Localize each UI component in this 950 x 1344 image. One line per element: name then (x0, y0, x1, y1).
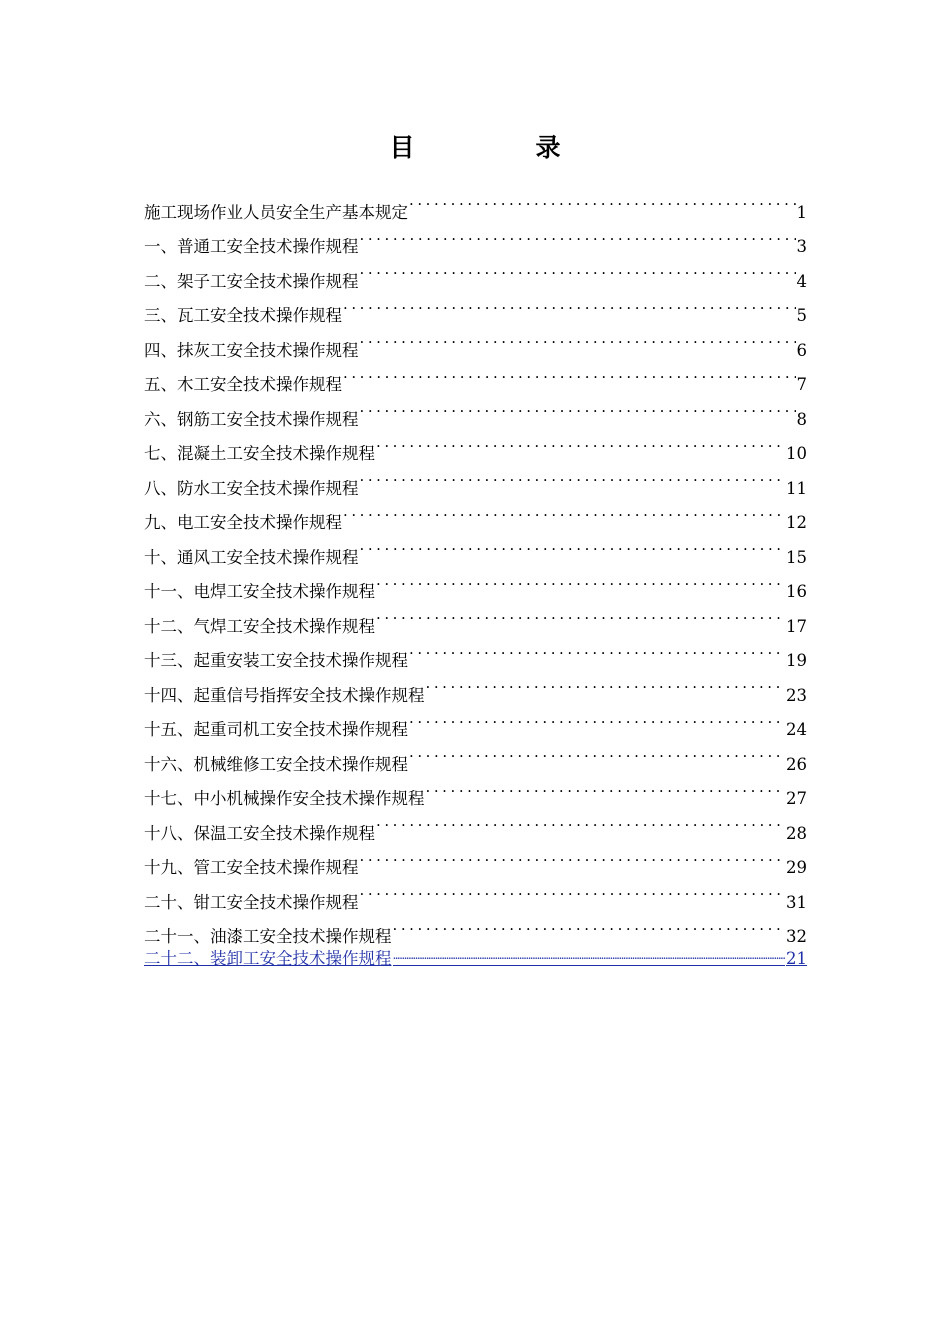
toc-entry-title: 十七、中小机械操作安全技术操作规程 (144, 789, 425, 808)
toc-page-number: 26 (786, 754, 807, 774)
toc-page-number: 1 (796, 202, 807, 222)
toc-entry-title: 六、钢筋工安全技术操作规程 (144, 409, 359, 429)
toc-entry-title: 十三、起重安装工安全技术操作规程 (144, 651, 408, 670)
toc-dot-leader (360, 459, 786, 494)
toc-entry-title: 十二、气焊工安全技术操作规程 (144, 616, 375, 636)
toc-page-number: 21 (786, 949, 807, 968)
toc-entry-title: 二十、钳工安全技术操作规程 (144, 892, 359, 912)
toc-dot-leader (360, 528, 786, 563)
toc-dot-leader (343, 356, 796, 391)
toc-entry-title: 十四、起重信号指挥安全技术操作规程 (144, 685, 425, 705)
toc-page-number: 23 (786, 685, 807, 705)
toc-page-number: 27 (786, 789, 807, 808)
toc-page-number: 10 (786, 444, 807, 463)
toc-dot-leader (409, 183, 796, 218)
toc-entry-title: 九、电工安全技术操作规程 (144, 513, 342, 532)
toc-page-number: 28 (786, 823, 807, 843)
toc-entry-title: 三、瓦工安全技术操作规程 (144, 306, 342, 325)
toc-dot-leader (393, 908, 786, 943)
toc-page-number: 12 (786, 513, 807, 532)
toc-entry-title: 二十二、装卸工安全技术操作规程 (144, 949, 392, 968)
toc-dot-leader (360, 839, 786, 874)
toc-entry-title: 七、混凝土工安全技术操作规程 (144, 444, 375, 463)
toc-dot-leader (343, 494, 785, 529)
toc-entry-title: 十、通风工安全技术操作规程 (144, 547, 359, 567)
toc-dot-leader (360, 390, 796, 425)
toc-dot-leader (376, 425, 785, 460)
toc-entry-title: 十一、电焊工安全技术操作规程 (144, 582, 375, 601)
toc-dot-leader (409, 701, 785, 736)
toc-entry-title: 十九、管工安全技术操作规程 (144, 858, 359, 877)
toc-entry-title: 施工现场作业人员安全生产基本规定 (144, 202, 408, 222)
toc-page-number: 11 (786, 478, 807, 498)
toc-page-number: 7 (796, 375, 807, 394)
toc-dot-leader (376, 597, 785, 632)
toc-page-number: 24 (786, 720, 807, 739)
toc-entry-title: 二、架子工安全技术操作规程 (144, 271, 359, 291)
toc-dot-leader (376, 804, 785, 839)
toc-dot-leader (343, 287, 796, 322)
toc-dot-leader (360, 873, 786, 908)
toc-dot-leader (426, 666, 786, 701)
toc-page-number: 4 (796, 271, 807, 291)
toc-title: 目 录 (389, 133, 609, 162)
toc-entry-title: 五、木工安全技术操作规程 (144, 375, 342, 394)
toc-dot-leader (360, 321, 796, 356)
toc-entry-title: 八、防水工安全技术操作规程 (144, 478, 359, 498)
toc-page-number: 3 (796, 237, 807, 256)
toc-dot-leader (409, 632, 785, 667)
toc-dot-leader (376, 563, 785, 598)
toc-page-number: 32 (786, 927, 807, 946)
toc-entry-title: 二十一、油漆工安全技术操作规程 (144, 927, 392, 946)
toc-dot-leader (360, 218, 796, 253)
toc-page-number: 6 (796, 340, 807, 360)
toc-dot-leader (426, 770, 786, 805)
toc-page-number: 29 (786, 858, 807, 877)
toc-page-number: 19 (786, 651, 807, 670)
toc-page-number: 17 (786, 616, 807, 636)
toc-dot-leader (409, 735, 785, 770)
toc-page-number: 8 (796, 409, 807, 429)
toc-page-number: 5 (796, 306, 807, 325)
toc-dot-leader (393, 945, 786, 966)
toc-entry-title: 十五、起重司机工安全技术操作规程 (144, 720, 408, 739)
toc-entry-title: 十六、机械维修工安全技术操作规程 (144, 754, 408, 774)
toc-page-number: 16 (786, 582, 807, 601)
toc-list (144, 183, 807, 977)
toc-entry-link[interactable] (144, 942, 807, 977)
toc-entry-title: 十八、保温工安全技术操作规程 (144, 823, 375, 843)
toc-page-number: 15 (786, 547, 807, 567)
toc-entry-title: 四、抹灰工安全技术操作规程 (144, 340, 359, 360)
toc-entry-title: 一、普通工安全技术操作规程 (144, 237, 359, 256)
toc-dot-leader (360, 252, 796, 287)
toc-entry (144, 183, 807, 222)
toc-page-number: 31 (786, 892, 807, 912)
